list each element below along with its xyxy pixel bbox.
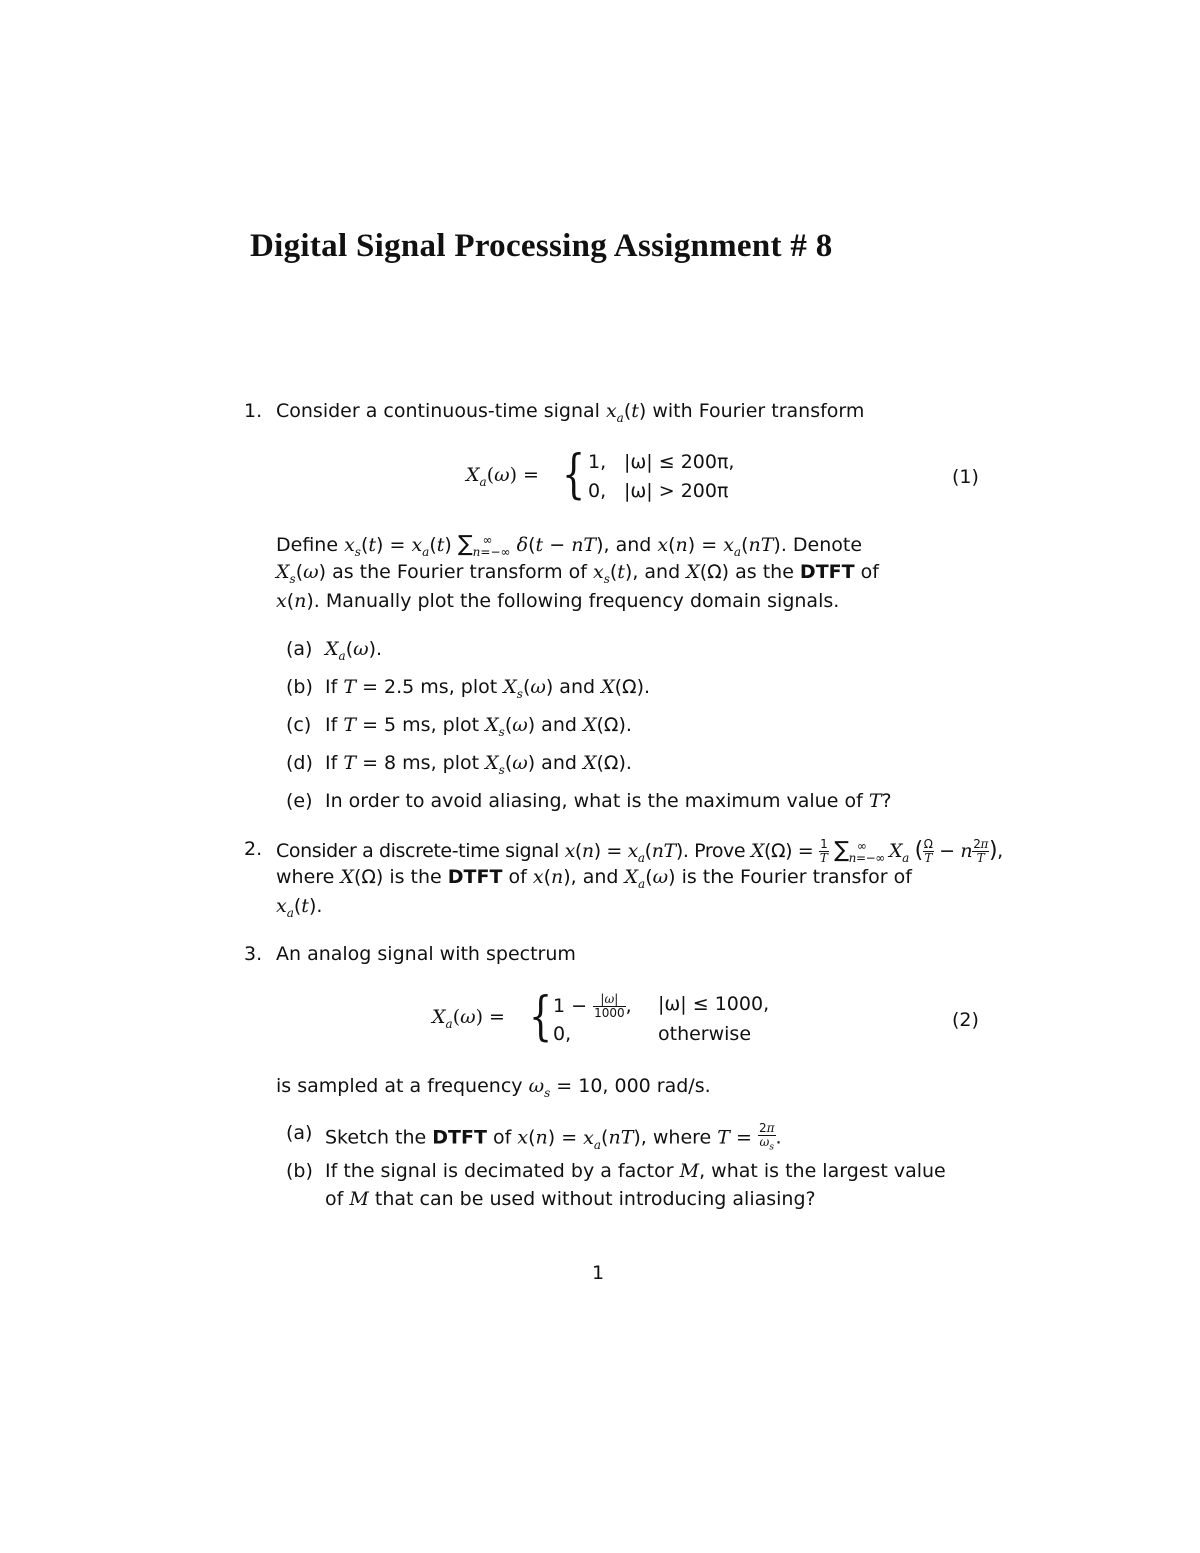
equation-1-brace: { — [561, 445, 586, 505]
equation-2-lhs: $X_a(\omega)$ = — [432, 1006, 505, 1031]
page-title: Digital Signal Processing Assignment # 8 — [250, 228, 833, 264]
part-text-continuation: of M that can be used without introducing aliasing? — [325, 1188, 816, 1210]
part-label: (e) — [286, 790, 313, 812]
part-text: If T = 8 ms, plot $X_s(\omega)$ and X(Ω). — [325, 752, 632, 777]
problem-1-definition-line-2: $X_s(\omega)$ as the Fourier transform of $x_s(t)$, and X(Ω) as the DTFT of — [276, 561, 879, 586]
equation-2-case1-condition: |ω| ≤ 1000, — [658, 993, 770, 1015]
part-label: (c) — [286, 714, 312, 736]
problem-3-after: is sampled at a frequency $\omega_s = 10$, 000 rad/s. — [276, 1075, 711, 1100]
part-label: (a) — [286, 1122, 313, 1144]
part-text: $X_a(\omega)$. — [325, 638, 383, 663]
equation-2-case1-value: 1 − $\frac{|\omega|}{1000}$ , — [553, 992, 632, 1020]
part-label: (a) — [286, 638, 313, 660]
part-label: (d) — [286, 752, 313, 774]
equation-2-case2-value: 0, — [553, 1023, 572, 1045]
problem-2-line-3: $x_a(t)$. — [276, 895, 323, 920]
problem-3-number: 3. — [244, 943, 263, 965]
problem-1-number: 1. — [244, 400, 263, 422]
equation-1-case1-condition: |ω| ≤ 200π, — [624, 451, 735, 473]
equation-2-brace: { — [528, 987, 553, 1047]
problem-2-line-2: where X(Ω) is the DTFT of x(n), and $X_a(\omega)$ is the Fourier transfor of — [276, 866, 912, 891]
equation-1-case2-value: 0, — [588, 480, 607, 502]
part-text: If T = 5 ms, plot $X_s(\omega)$ and X(Ω). — [325, 714, 632, 739]
equation-2-label: (2) — [952, 1009, 979, 1031]
problem-1-definition-line-1: Define $x_s(t) = x_a(t)$ $\sum_{n=-\infty}^\infty$ δ(t − nT), and $x(n) = x_a(nT)$. Denote — [276, 532, 863, 559]
part-text: Sketch the DTFT of $x(n) = x_a(nT)$, where T = $\frac{2\pi}{\omega_s}$ . — [325, 1121, 782, 1153]
problem-2-number: 2. — [244, 838, 263, 860]
part-text: If T = 2.5 ms, plot $X_s(\omega)$ and X(Ω). — [325, 676, 651, 701]
problem-3-intro: An analog signal with spectrum — [276, 943, 576, 965]
part-text: In order to avoid aliasing, what is the maximum value of T? — [325, 790, 892, 812]
equation-1-label: (1) — [952, 466, 979, 488]
equation-1-case2-condition: |ω| > 200π — [624, 480, 729, 502]
equation-1-case1-value: 1, — [588, 451, 607, 473]
problem-1-intro: Consider a continuous-time signal $x_a(t)$ with Fourier transform — [276, 400, 865, 425]
part-label: (b) — [286, 676, 313, 698]
problem-2-line-1: Consider a discrete-time signal $x(n) = x_a(nT)$. Prove X(Ω) = $\frac{1}{T}$ $\sum_{n=-\infty}^\infty$ $X_a$ ( $\frac{\Omega}{T}$ − n $\frac{2\pi}{T}$ ), — [276, 837, 1003, 865]
equation-2-case2-condition: otherwise — [658, 1023, 752, 1045]
page-number: 1 — [592, 1262, 605, 1284]
part-label: (b) — [286, 1160, 313, 1182]
problem-1-definition-line-3: x(n). Manually plot the following frequency domain signals. — [276, 590, 840, 612]
part-text: If the signal is decimated by a factor M, what is the largest value — [325, 1160, 946, 1182]
equation-1-lhs: $X_a(\omega)$ = — [466, 464, 539, 489]
